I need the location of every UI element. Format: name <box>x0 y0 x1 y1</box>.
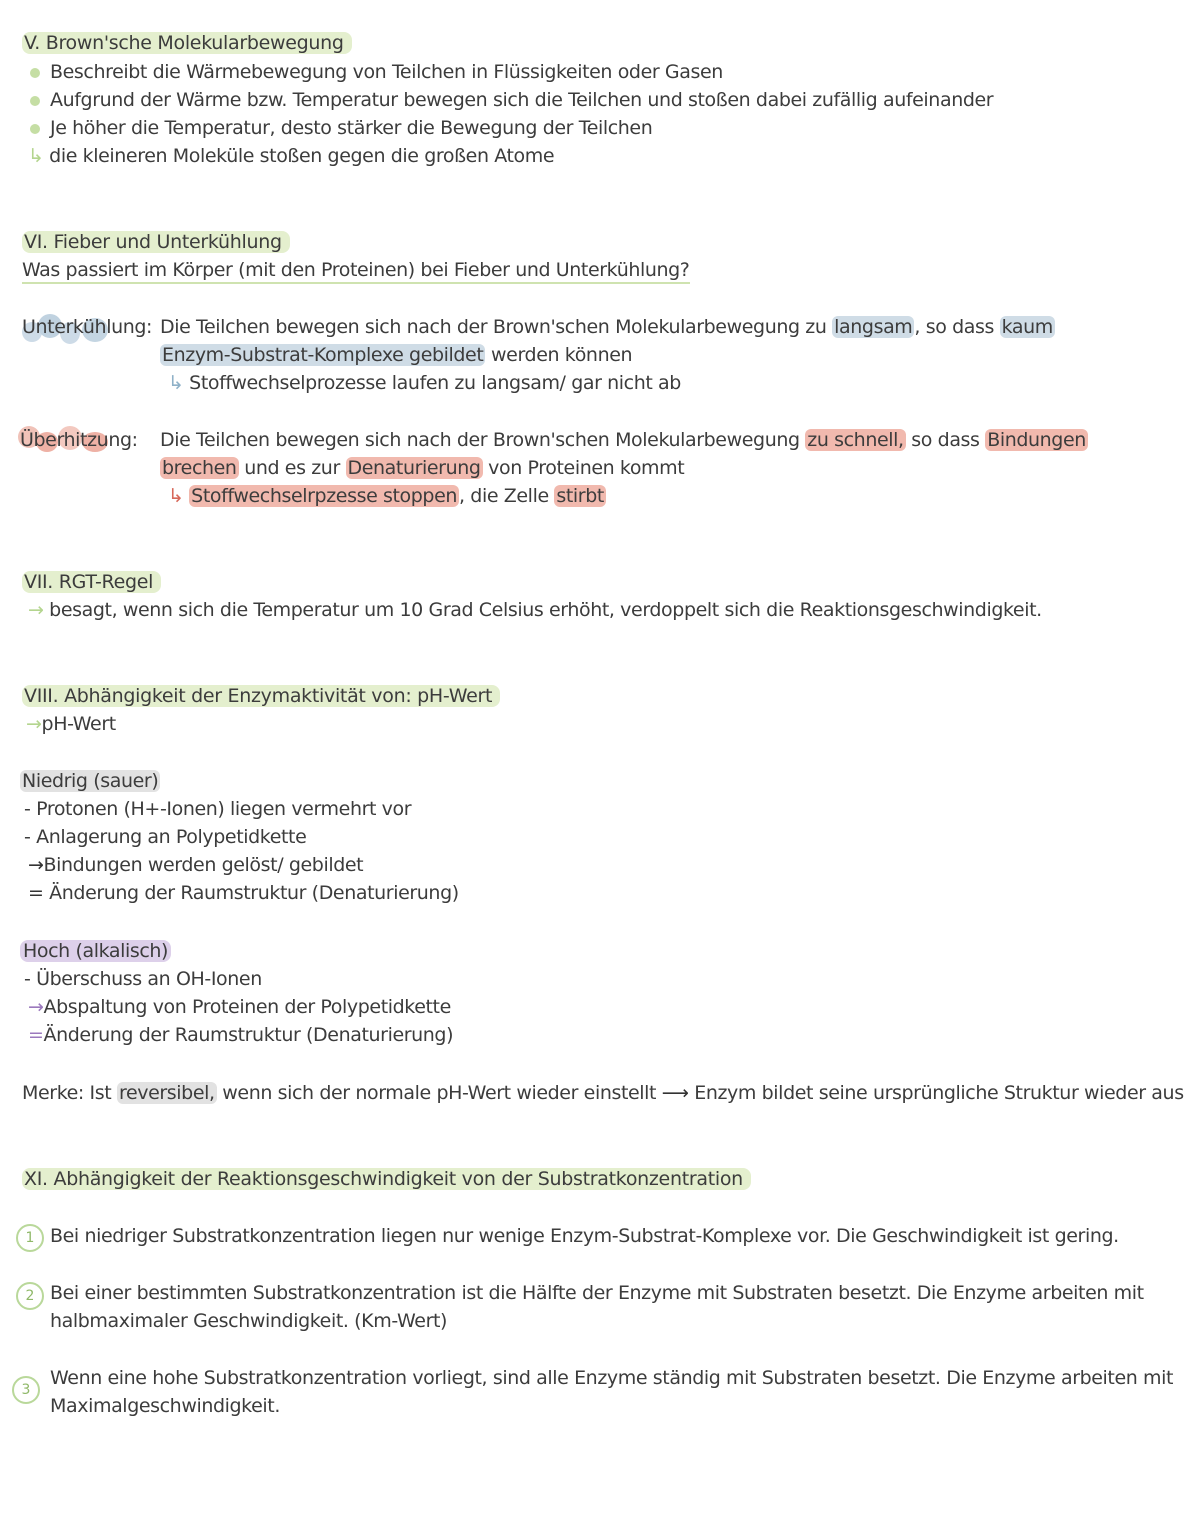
section-6-title: VI. Fieber und Unterkühlung <box>22 231 290 253</box>
long-arrow-icon: ⟶ <box>661 1082 695 1104</box>
arrow-icon: → <box>26 713 42 735</box>
list-item: =Änderung der Raumstruktur (Denaturierung) <box>28 1024 454 1046</box>
section-7-text: → besagt, wenn sich die Temperatur um 10 Grad Celsius erhöht, verdoppelt sich die Reaktionsgeschwindigkeit. <box>28 599 1042 621</box>
point-2-icon: 2 <box>16 1282 44 1310</box>
ueberhitzung-line-2: brechen und es zur Denaturierung von Proteinen kommt <box>162 457 685 479</box>
point-2-line-1: Bei einer bestimmten Substratkonzentration ist die Hälfte der Enzyme mit Substraten besetzt. Die Enzyme arbeiten mit <box>50 1282 1144 1304</box>
point-2-line-2: halbmaximaler Geschwindigkeit. (Km-Wert) <box>50 1310 448 1332</box>
ph-low-label: Niedrig (sauer) <box>22 770 159 792</box>
point-3-line-2: Maximalgeschwindigkeit. <box>50 1395 280 1417</box>
arrow-icon: → <box>28 996 44 1018</box>
section-5-title: V. Brown'sche Molekularbewegung <box>22 32 352 54</box>
arrow-icon: → <box>28 599 44 621</box>
list-item: Je höher die Temperatur, desto stärker die Bewegung der Teilchen <box>30 117 652 139</box>
list-item: - Überschuss an OH-Ionen <box>24 968 262 990</box>
unterkuehlung-line-1: Die Teilchen bewegen sich nach der Brown'schen Molekularbewegung zu langsam , so dass kaum <box>160 316 1053 338</box>
point-3-icon: 3 <box>12 1376 40 1404</box>
unterkuehlung-line-3: ↳ Stoffwechselprozesse laufen zu langsam/ gar nicht ab <box>168 372 681 394</box>
arrow-icon: → <box>28 854 44 876</box>
ueberhitzung-line-3: ↳ Stoffwechselrpzesse stoppen , die Zelle stirbt <box>168 485 604 507</box>
list-item: →Bindungen werden gelöst/ gebildet <box>28 854 364 876</box>
point-1-icon: 1 <box>16 1224 44 1252</box>
merke-line: Merke: Ist reversibel, wenn sich der normale pH-Wert wieder einstellt ⟶ Enzym bildet seine ursprüngliche Struktur wieder aus <box>22 1082 1184 1104</box>
list-item: - Anlagerung an Polypetidkette <box>24 826 307 848</box>
list-item: →Abspaltung von Proteinen der Polypetidkette <box>28 996 451 1018</box>
lightning-arrow-icon: ↳ <box>28 145 44 167</box>
section-11-title: XI. Abhängigkeit der Reaktionsgeschwindigkeit von der Substratkonzentration <box>22 1168 751 1190</box>
list-item: Beschreibt die Wärmebewegung von Teilchen in Flüssigkeiten oder Gasen <box>30 61 723 83</box>
unterkuehlung-line-2: Enzym-Substrat-Komplexe gebildet werden können <box>162 344 633 366</box>
bullet-icon <box>30 68 40 78</box>
equals-icon: = <box>28 1024 44 1046</box>
ueberhitzung-label: Überhitzung: <box>20 429 138 451</box>
bullet-icon <box>30 124 40 134</box>
unterkuehlung-label: Unterkühlung: <box>22 316 153 338</box>
list-item: - Protonen (H+-Ionen) liegen vermehrt vor <box>24 798 412 820</box>
point-1-line-1: Bei niedriger Substratkonzentration liegen nur wenige Enzym-Substrat-Komplexe vor. Die Geschwindigkeit ist gering. <box>50 1225 1119 1247</box>
bullet-icon <box>30 96 40 106</box>
section-7-title: VII. RGT-Regel <box>22 571 161 593</box>
ph-high-label: Hoch (alkalisch) <box>20 940 171 962</box>
section-6-question: Was passiert im Körper (mit den Proteinen) bei Fieber und Unterkühlung? <box>22 259 690 281</box>
list-item: = Änderung der Raumstruktur (Denaturierung) <box>28 882 459 904</box>
ueberhitzung-line-1: Die Teilchen bewegen sich nach der Brown'schen Molekularbewegung zu schnell, so dass Bindungen <box>160 429 1086 451</box>
section-8-title: VIII. Abhängigkeit der Enzymaktivität von: pH-Wert <box>22 685 500 707</box>
point-3-line-1: Wenn eine hohe Substratkonzentration vorliegt, sind alle Enzyme ständig mit Substraten besetzt. Die Enzyme arbeiten mit <box>50 1367 1174 1389</box>
list-item: ↳ die kleineren Moleküle stoßen gegen die großen Atome <box>28 145 555 167</box>
list-item: Aufgrund der Wärme bzw. Temperatur bewegen sich die Teilchen und stoßen dabei zufällig aufeinander <box>30 89 993 111</box>
section-8-sub: →pH-Wert <box>26 713 116 735</box>
equals-icon: = <box>28 882 44 904</box>
lightning-arrow-icon: ↳ <box>168 372 184 394</box>
lightning-arrow-icon: ↳ <box>168 485 184 507</box>
